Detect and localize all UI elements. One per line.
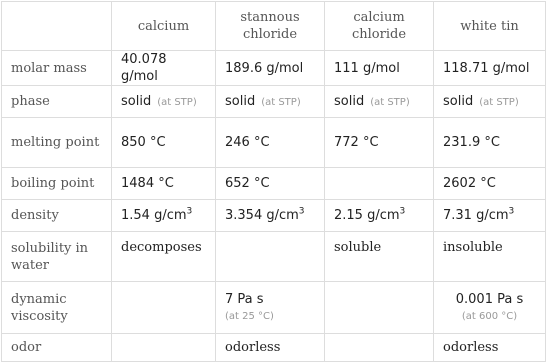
column-header-calcium-chloride: calcium chloride	[325, 2, 434, 51]
row-label: melting point	[2, 118, 112, 168]
density-calcium	[112, 200, 216, 232]
boiling-point-calcium: 1484 °C	[112, 168, 216, 200]
odor-calcium	[112, 334, 216, 362]
density-exponent: 3	[508, 206, 515, 217]
density-white-tin	[434, 200, 546, 232]
column-header-white-tin: white tin	[434, 2, 546, 51]
molar-mass-calcium-chloride: 111 g/mol	[325, 51, 434, 86]
phase-value: solid	[443, 93, 474, 109]
solubility-stannous-chloride	[216, 232, 325, 282]
phase-note: (at STP)	[479, 96, 519, 108]
column-header-stannous-chloride: stannous chloride	[216, 2, 325, 51]
density-exponent: 3	[298, 206, 305, 217]
row-density	[2, 200, 546, 232]
density-exponent: 3	[186, 206, 193, 217]
header-row	[2, 2, 546, 51]
row-label: phase	[2, 86, 112, 118]
row-viscosity	[2, 282, 546, 334]
row-phase	[2, 86, 546, 118]
phase-stannous-chloride	[216, 86, 325, 118]
phase-calcium-chloride	[325, 86, 434, 118]
phase-value: solid	[225, 93, 256, 109]
viscosity-white-tin	[434, 282, 546, 334]
column-header-calcium: calcium	[112, 2, 216, 51]
density-value: 2.15 g/cm	[334, 208, 400, 223]
density-value: 7.31 g/cm	[443, 208, 509, 223]
melting-point-calcium-chloride: 772 °C	[325, 118, 434, 168]
molar-mass-stannous-chloride: 189.6 g/mol	[216, 51, 325, 86]
solubility-calcium: decomposes	[112, 232, 216, 282]
row-label: density	[2, 200, 112, 232]
phase-note: (at STP)	[157, 96, 197, 108]
viscosity-value: 7 Pa s	[225, 292, 264, 307]
row-melting-point	[2, 118, 546, 168]
row-molar-mass	[2, 51, 546, 86]
boiling-point-white-tin: 2602 °C	[434, 168, 546, 200]
row-solubility	[2, 232, 546, 282]
odor-stannous-chloride: odorless	[216, 334, 325, 362]
odor-white-tin: odorless	[434, 334, 546, 362]
row-label: dynamic viscosity	[2, 282, 112, 334]
phase-note: (at STP)	[370, 96, 410, 108]
boiling-point-stannous-chloride: 652 °C	[216, 168, 325, 200]
density-value: 1.54 g/cm	[121, 208, 187, 223]
melting-point-white-tin: 231.9 °C	[434, 118, 546, 168]
viscosity-calcium-chloride	[325, 282, 434, 334]
corner-cell	[2, 2, 112, 51]
properties-table	[1, 1, 546, 362]
solubility-calcium-chloride: soluble	[325, 232, 434, 282]
phase-note: (at STP)	[261, 96, 301, 108]
viscosity-note: (at 25 °C)	[225, 311, 274, 322]
viscosity-calcium	[112, 282, 216, 334]
viscosity-note: (at 600 °C)	[461, 311, 518, 322]
melting-point-calcium: 850 °C	[112, 118, 216, 168]
row-label: molar mass	[2, 51, 112, 86]
row-label: odor	[2, 334, 112, 362]
phase-calcium	[112, 86, 216, 118]
row-label: solubility in water	[2, 232, 112, 282]
odor-calcium-chloride	[325, 334, 434, 362]
molar-mass-white-tin: 118.71 g/mol	[434, 51, 546, 86]
viscosity-value: 0.001 Pa s	[455, 292, 524, 307]
phase-white-tin	[434, 86, 546, 118]
density-stannous-chloride	[216, 200, 325, 232]
density-calcium-chloride	[325, 200, 434, 232]
phase-value: solid	[334, 93, 365, 109]
phase-value: solid	[121, 93, 152, 109]
density-exponent: 3	[399, 206, 406, 217]
melting-point-stannous-chloride: 246 °C	[216, 118, 325, 168]
molar-mass-calcium: 40.078 g/mol	[112, 51, 216, 86]
row-label: boiling point	[2, 168, 112, 200]
density-value: 3.354 g/cm	[225, 208, 299, 223]
viscosity-stannous-chloride	[216, 282, 325, 334]
boiling-point-calcium-chloride	[325, 168, 434, 200]
row-odor	[2, 334, 546, 362]
solubility-white-tin: insoluble	[434, 232, 546, 282]
row-boiling-point	[2, 168, 546, 200]
